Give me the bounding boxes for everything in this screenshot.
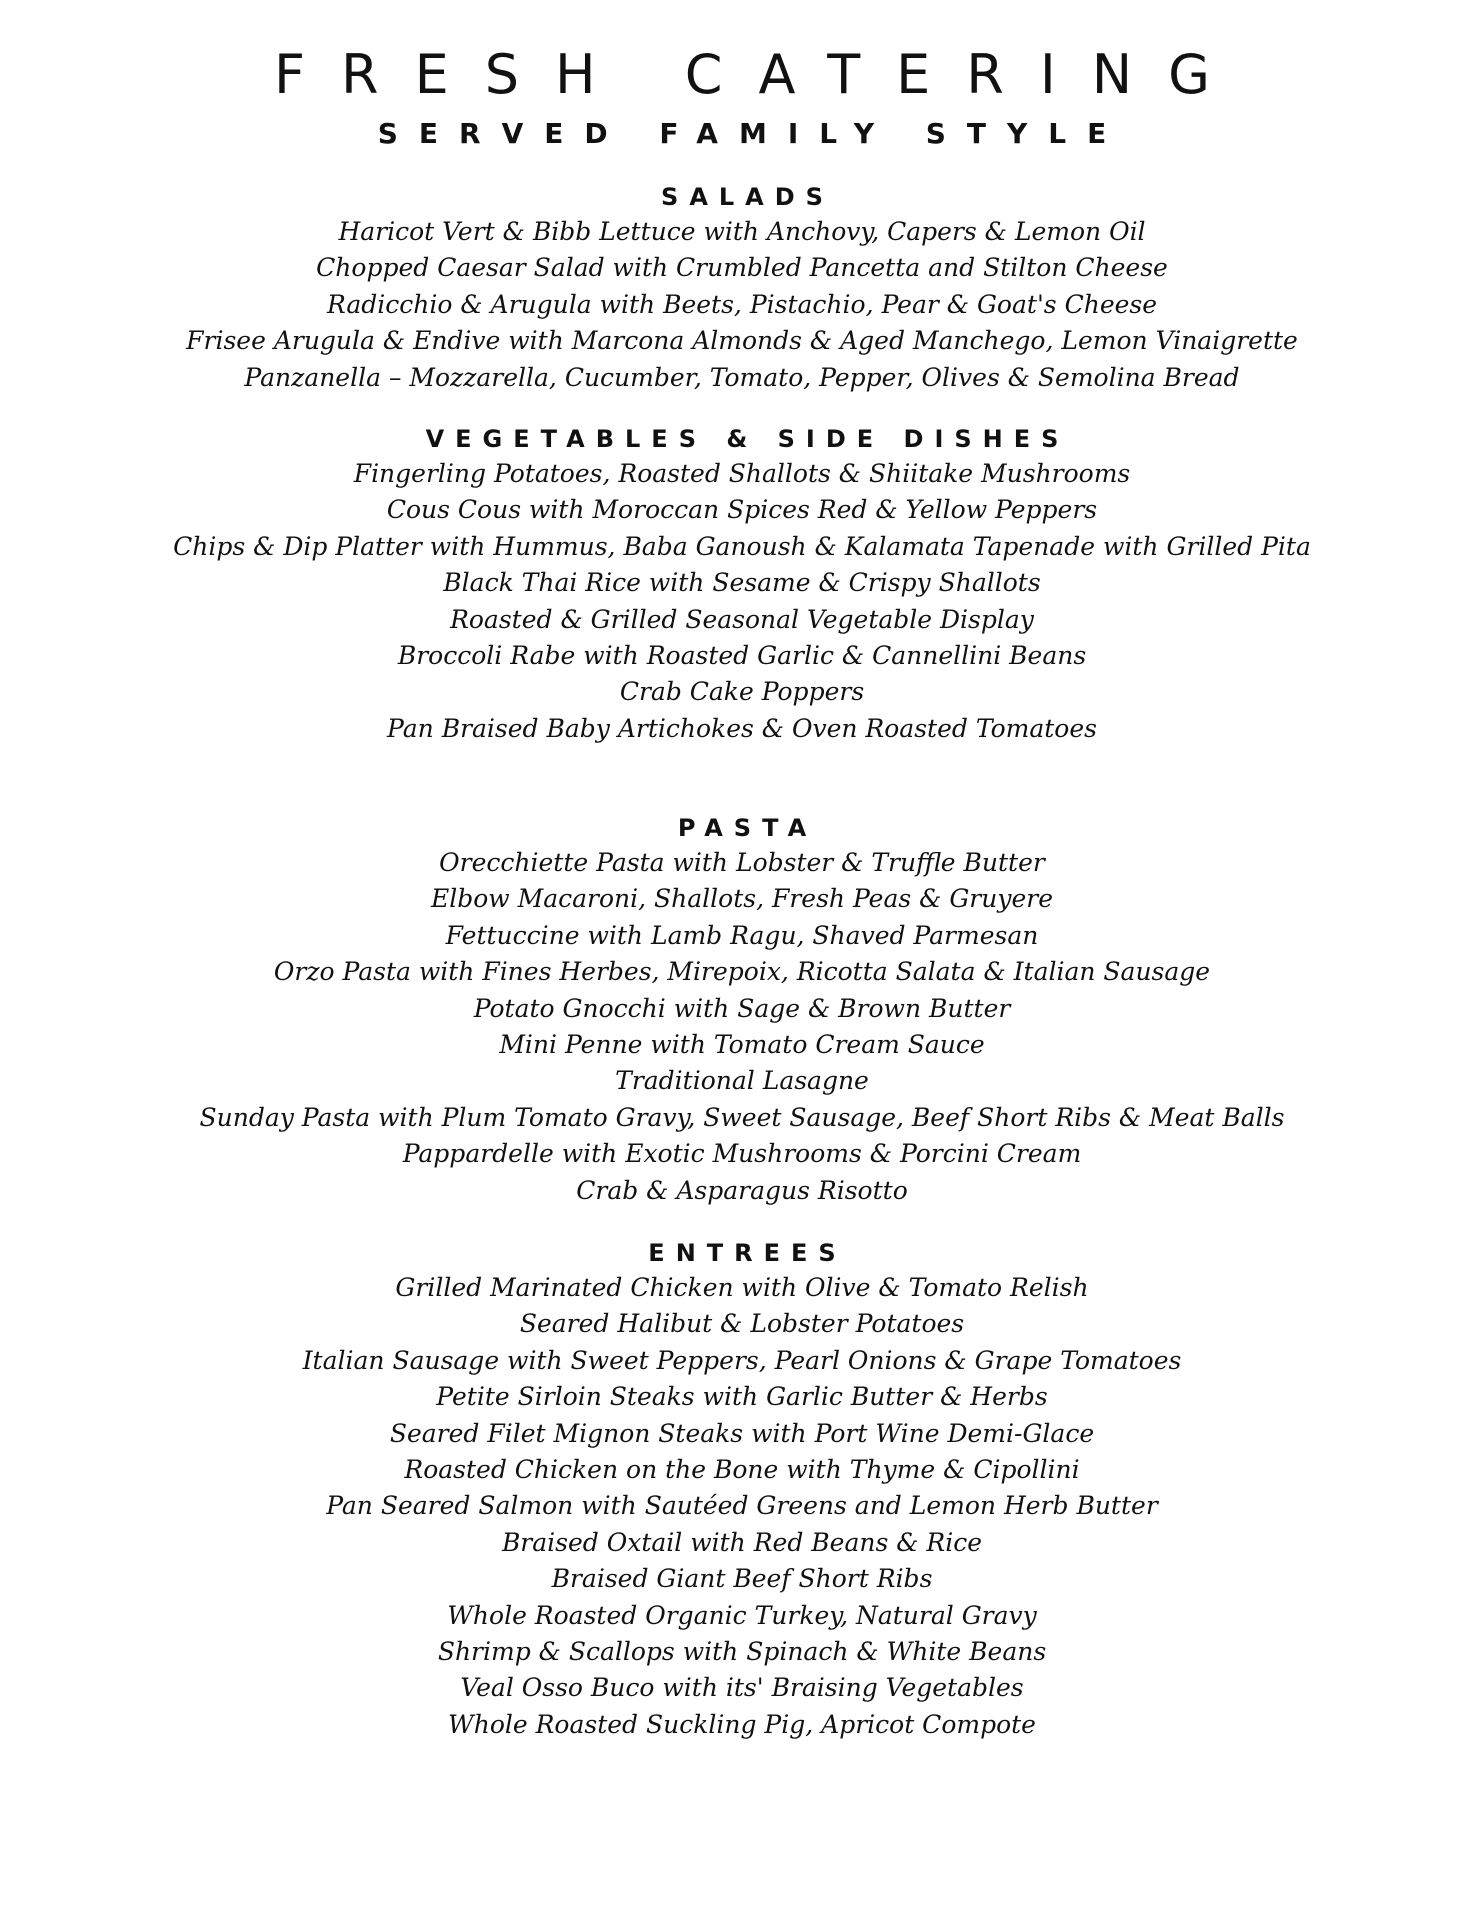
- menu-item: Braised Oxtail with Red Beans & Rice: [501, 1527, 983, 1557]
- section-heading: ENTREES: [648, 1239, 847, 1267]
- menu-item-list: [0, 1270, 1484, 1743]
- section-heading: VEGETABLES & SIDE DISHES: [425, 425, 1070, 453]
- menu-item: Italian Sausage with Sweet Peppers, Pearl Onions & Grape Tomatoes: [302, 1345, 1182, 1375]
- menu-item: Seared Filet Mignon Steaks with Port Wine Demi-Glace: [389, 1418, 1095, 1448]
- menu-item: Elbow Macaroni, Shallots, Fresh Peas & Gruyere: [430, 884, 1054, 914]
- menu-title: FRESH CATERING: [274, 43, 1246, 106]
- menu-item-list: [0, 845, 1484, 1209]
- section-entrees: [0, 1236, 1484, 1743]
- menu-item: Pan Braised Baby Artichokes & Oven Roasted Tomatoes: [387, 713, 1097, 743]
- menu-item: Roasted & Grilled Seasonal Vegetable Display: [450, 604, 1034, 634]
- menu-item: Black Thai Rice with Sesame & Crispy Shallots: [443, 568, 1041, 598]
- menu-item: Chips & Dip Platter with Hummus, Baba Ganoush & Kalamata Tapenade with Grilled Pita: [173, 531, 1311, 561]
- menu-item: Crab Cake Poppers: [619, 677, 865, 707]
- menu-item: Veal Osso Buco with its' Braising Vegetables: [460, 1673, 1024, 1703]
- menu-item: Broccoli Rabe with Roasted Garlic & Cannellini Beans: [397, 640, 1087, 670]
- menu-item: Traditional Lasagne: [615, 1066, 869, 1096]
- menu-item: Roasted Chicken on the Bone with Thyme & Cipollini: [404, 1454, 1080, 1484]
- section-heading: SALADS: [661, 183, 834, 211]
- menu-item: Potato Gnocchi with Sage & Brown Butter: [473, 993, 1011, 1023]
- menu-item: Orecchiette Pasta with Lobster & Truffle Butter: [439, 848, 1045, 877]
- menu-item: Cous Cous with Moroccan Spices Red & Yellow Peppers: [386, 495, 1098, 525]
- menu-item: Pappardelle with Exotic Mushrooms & Porcini Cream: [402, 1139, 1082, 1169]
- menu-item: Grilled Marinated Chicken with Olive & Tomato Relish: [395, 1273, 1089, 1302]
- menu-item: Whole Roasted Suckling Pig, Apricot Compote: [448, 1709, 1036, 1739]
- menu-item: Haricot Vert & Bibb Lettuce with Anchovy, Capers & Lemon Oil: [338, 217, 1146, 246]
- menu-item-list: [0, 214, 1484, 396]
- menu-item: Mini Penne with Tomato Cream Sauce: [499, 1029, 985, 1059]
- menu-item: Shrimp & Scallops with Spinach & White Beans: [437, 1636, 1047, 1666]
- menu-item: Sunday Pasta with Plum Tomato Gravy, Sweet Sausage, Beef Short Ribs & Meat Balls: [199, 1102, 1285, 1132]
- section-vegetables-side-dishes: [0, 422, 1484, 747]
- menu-item: Crab & Asparagus Risotto: [576, 1175, 908, 1205]
- menu-item: Fingerling Potatoes, Roasted Shallots & Shiitake Mushrooms: [353, 459, 1131, 488]
- section-salads: [0, 180, 1484, 396]
- menu-item: Panzanella – Mozzarella, Cucumber, Tomato, Pepper, Olives & Semolina Bread: [244, 362, 1240, 392]
- menu-item: Orzo Pasta with Fines Herbes, Mirepoix, Ricotta Salata & Italian Sausage: [273, 957, 1211, 987]
- menu-item: Seared Halibut & Lobster Potatoes: [519, 1309, 965, 1339]
- menu-item: Petite Sirloin Steaks with Garlic Butter & Herbs: [436, 1382, 1048, 1412]
- menu-item: Chopped Caesar Salad with Crumbled Pancetta and Stilton Cheese: [316, 253, 1168, 283]
- menu-item: Pan Seared Salmon with Sautéed Greens and Lemon Herb Butter: [326, 1491, 1158, 1521]
- menu-item: Braised Giant Beef Short Ribs: [551, 1564, 933, 1594]
- menu-item-list: [0, 456, 1484, 747]
- menu-item: Fettuccine with Lamb Ragu, Shaved Parmesan: [445, 920, 1039, 950]
- menu-item: Radicchio & Arugula with Beets, Pistachio, Pear & Goat's Cheese: [326, 289, 1158, 319]
- menu-subtitle: SERVED FAMILY STYLE: [377, 117, 1128, 150]
- menu-item: Frisee Arugula & Endive with Marcona Almonds & Aged Manchego, Lemon Vinaigrette: [186, 326, 1298, 356]
- menu-item: Whole Roasted Organic Turkey, Natural Gravy: [447, 1600, 1037, 1630]
- section-heading: PASTA: [677, 814, 818, 842]
- section-pasta: [0, 811, 1484, 1209]
